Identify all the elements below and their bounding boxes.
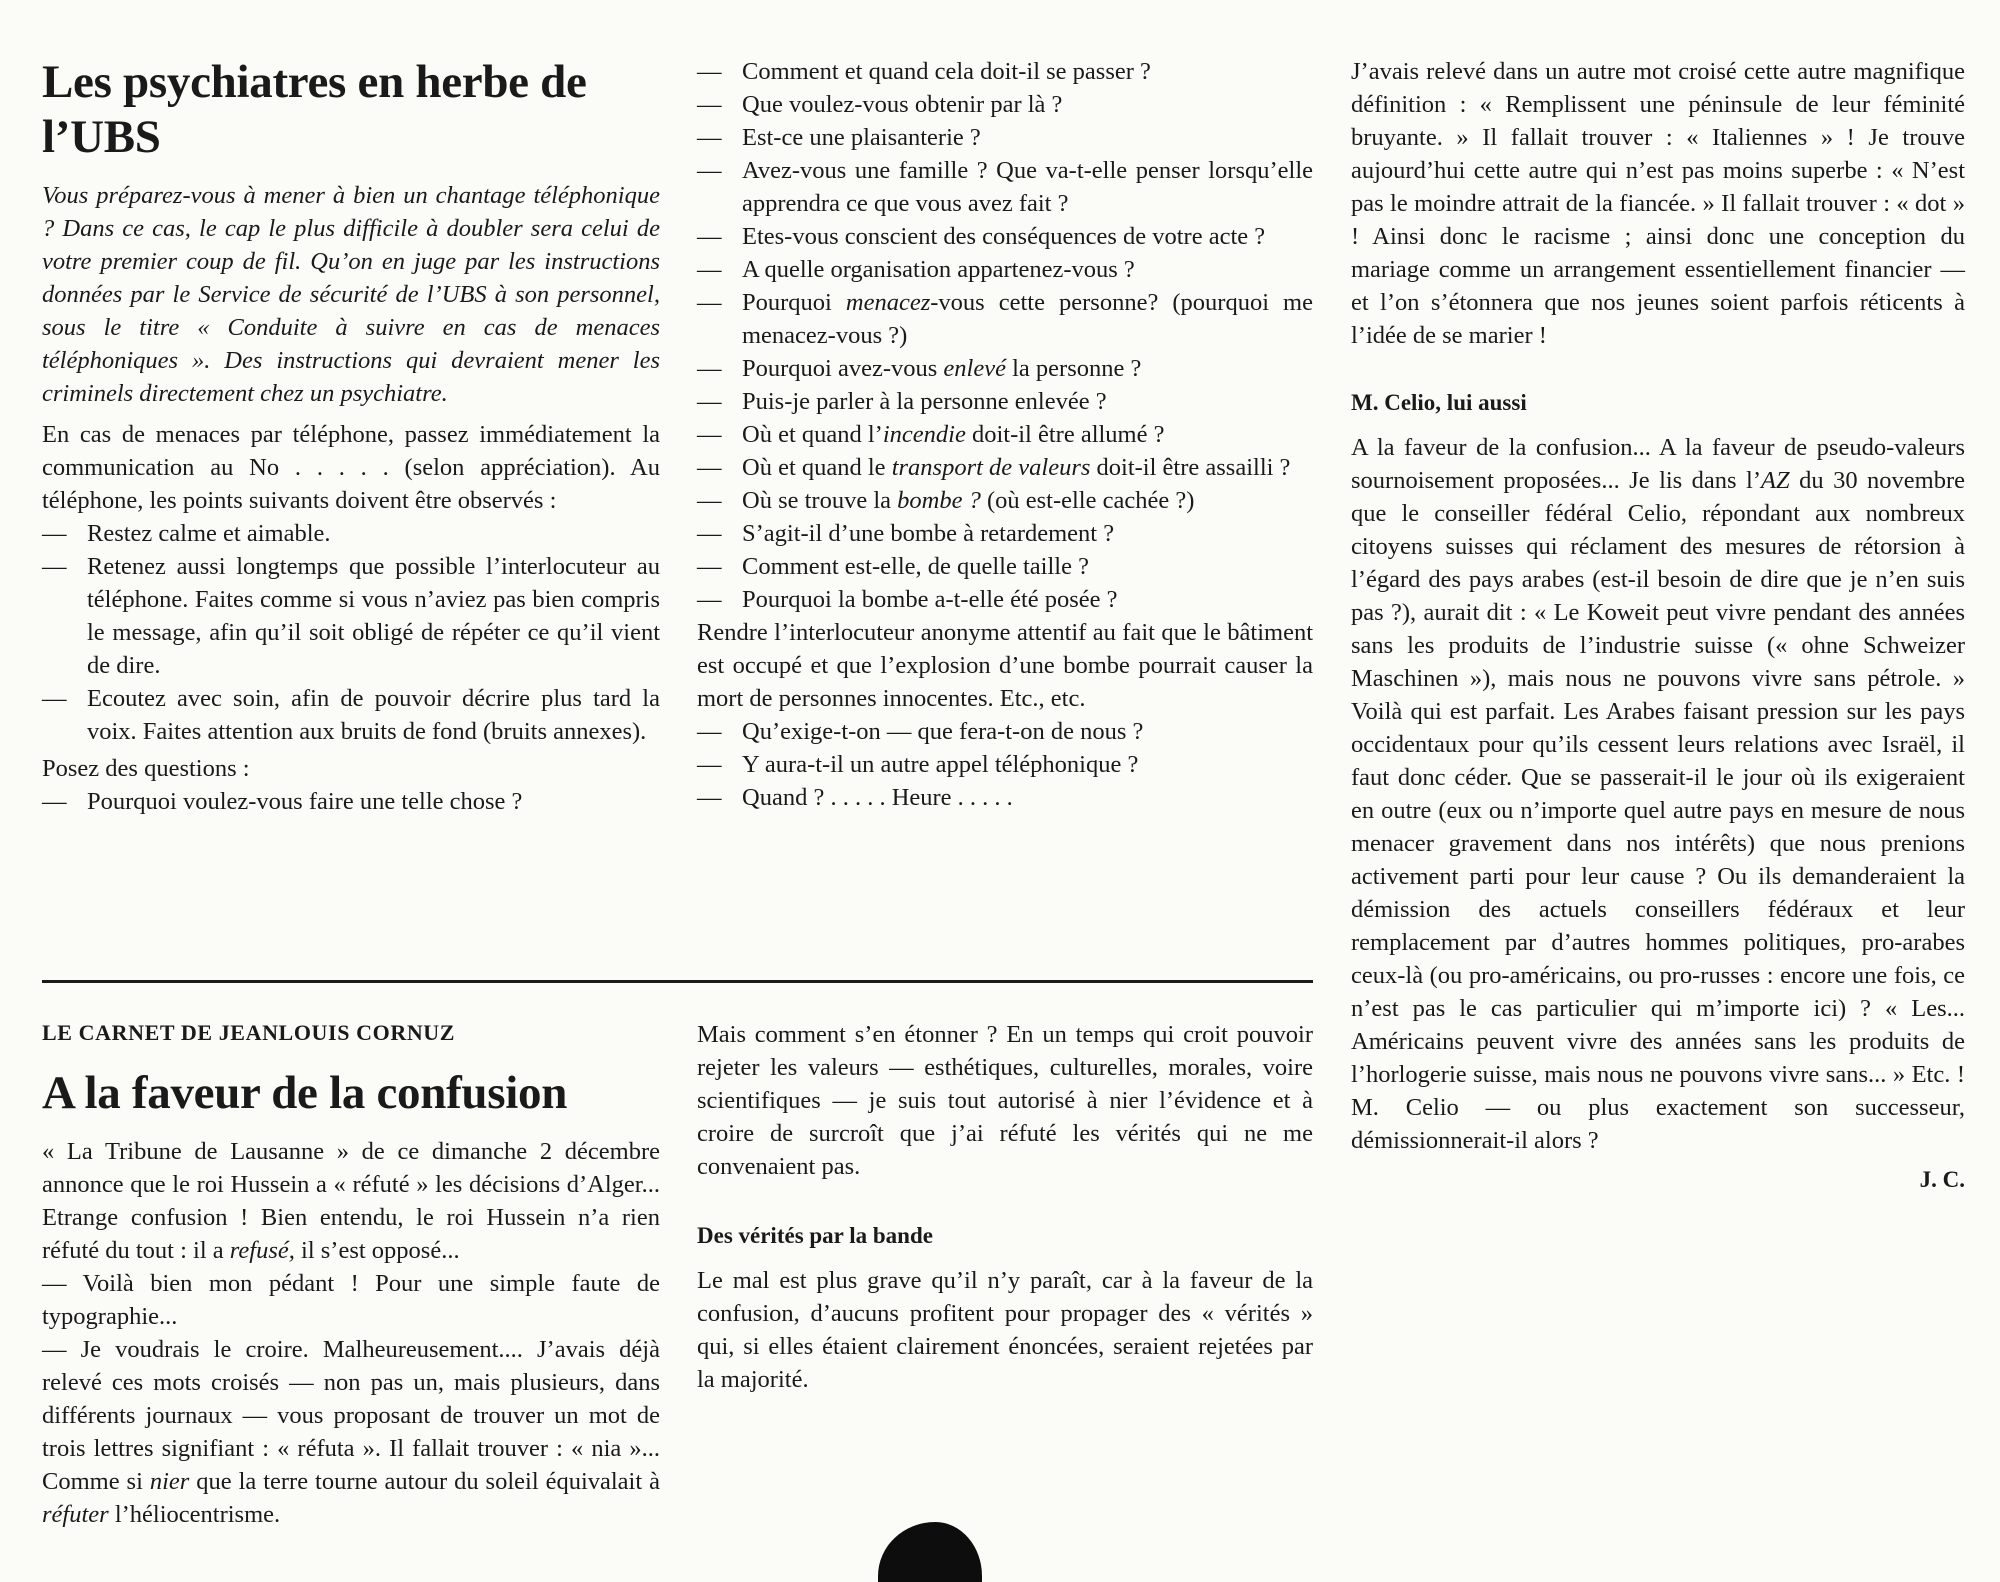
question-text: Etes-vous conscient des conséquences de votre acte ? [742,223,1266,250]
rule-item [42,550,660,682]
dash-mark: — [697,586,722,613]
paragraph-text: A la faveur de la confusion... A la faveur de pseudo-valeurs sournoisement proposées... Je lis dans l’ [1351,434,1965,494]
question-item [697,286,1313,352]
paragraph-text: — Je voudrais le croire. Malheureusement.... J’avais déjà relevé ces mots croisés — non pas un, mais plusieurs, dans différents journaux — vous proposant de trouver un mot de trois lettres signifiant : « réfuta ». Il fallait trouver : « nia »... Comme si [42,1336,660,1495]
question-emphasis: enlevé [943,355,1006,382]
question-emphasis: bombe ? [897,487,981,514]
question-text: (où est-elle cachée ?) [980,487,1195,514]
article2-paragraph: Le mal est plus grave qu’il n’y paraît, car à la faveur de la confusion, d’aucuns profitent pour propager des « vérités » qui, si elles étaient clairement énoncées, seraient rejetées par la majorité. [697,1267,1313,1393]
dash-mark: — [697,553,722,580]
question-text: Pourquoi avez-vous [742,355,944,382]
question-item [697,352,1313,385]
dash-mark: — [697,454,722,481]
dash-mark: — [697,223,722,250]
article2-left-column [42,1018,660,1531]
question-emphasis: transport de valeurs [891,454,1091,481]
article2-paragraph: J’avais relevé dans un autre mot croisé cette autre magnifique définition : « Remplissent une péninsule de leur féminité bruyante. » Il fallait trouver : « Italiennes » ! Je trouve aujourd’hui cette autre qui n’est pas moins superbe : « N’est pas le moindre attrait de la fiancée. » Il fallait trouver : « dot » ! Ainsi donc le racisme ; ainsi donc une conception du mariage comme un arrangement essentiellement financier — et l’on s’étonnera que nos jeunes soient parfois réticents à l’idée de se marier ! [1351,58,1965,349]
question-item [697,220,1313,253]
article1-middle-column [697,55,1313,814]
dash-mark: — [697,751,722,778]
paragraph-emphasis: réfuter [42,1501,109,1528]
paragraph-text: « La Tribune de Lausanne » de ce dimanche 2 décembre annonce que le roi Hussein a « réfuté » les décisions d’Alger... Etrange confusion ! Bien entendu, le roi Hussein n’a rien réfuté du tout : il a [42,1138,660,1264]
article2-middle-column [697,1018,1313,1396]
question-item [697,517,1313,550]
question-item [697,715,1313,748]
article1-left-column [42,55,660,818]
question-text: -vous cette personne? (pourquoi me menacez-vous ?) [742,289,1313,349]
question-text: Est-ce une plaisanterie ? [742,124,981,151]
question-item [42,785,660,818]
question-item [697,154,1313,220]
question-text: Pourquoi la bombe a-t-elle été posée ? [742,586,1118,613]
author-signature: J. C. [1919,1167,1965,1192]
question-text: Que voulez-vous obtenir par là ? [742,91,1063,118]
article1-outro: Rendre l’interlocuteur anonyme attentif au fait que le bâtiment est occupé et que l’explosion d’une bombe pourrait causer la mort de personnes innocentes. Etc., etc. [697,619,1313,712]
question-text: S’agit-il d’une bombe à retardement ? [742,520,1115,547]
question-item [697,451,1313,484]
article2-paragraph: Mais comment s’en étonner ? En un temps qui croit pouvoir rejeter les valeurs — esthétiques, culturelles, morales, voire scientifiques — je suis tout autorisé à nier l’évidence et à croire de surcroît que j’ai réfuté les vérités qui ne me convenaient pas. [697,1021,1313,1180]
question-text: Comment et quand cela doit-il se passer ? [742,58,1151,85]
questions-intro: Posez des questions : [42,755,250,782]
article1-title: Les psychiatres en herbe de l’UBS [42,56,587,163]
paragraph-text: que la terre tourne autour du soleil équivalait à [189,1468,660,1495]
dash-mark: — [697,91,722,118]
question-text: Quand ? . . . . . Heure . . . . . [742,784,1013,811]
question-item [697,748,1313,781]
question-item [697,418,1313,451]
question-text: Avez-vous une famille ? Que va-t-elle penser lorsqu’elle apprendra ce que vous avez fait ? [742,157,1313,217]
question-item [697,55,1313,88]
article2-paragraph [42,1333,660,1531]
question-emphasis: incendie [882,421,966,448]
question-text: Puis-je parler à la personne enlevée ? [742,388,1107,415]
article2-title: A la faveur de la confusion [42,1067,568,1119]
dash-mark: — [697,520,722,547]
question-text: Pourquoi voulez-vous faire une telle chose ? [87,788,523,815]
article2-paragraph [42,1135,660,1267]
question-item [697,88,1313,121]
question-item [697,550,1313,583]
question-emphasis: menacez [845,289,931,316]
question-text: la personne ? [1005,355,1142,382]
dash-mark: — [697,718,722,745]
paragraph-text: il s’est opposé... [294,1237,460,1264]
question-text: Y aura-t-il un autre appel téléphonique ? [742,751,1139,778]
paragraph-emphasis: nier [149,1468,190,1495]
dash-mark: — [697,157,722,184]
dash-mark: — [697,421,722,448]
article1-intro: En cas de menaces par téléphone, passez immédiatement la communication au No . . . . . (selon appréciation). Au téléphone, les points suivants doivent être observés : [42,421,660,514]
question-text: Où se trouve la [742,487,898,514]
question-text: Qu’exige-t-on — que fera-t-on de nous ? [742,718,1144,745]
question-text: A quelle organisation appartenez-vous ? [742,256,1135,283]
question-text: Comment est-elle, de quelle taille ? [742,553,1089,580]
paragraph-text: du 30 novembre que le conseiller fédéral Celio, répondant aux nombreux citoyens suisses qui réclament des mesures de rétorsion à l’égard des pays arabes (est-il besoin de dire que je n’en suis pas ?), aurait dit : « Le Koweit peut vivre pendant des années sans les produits de l’industrie suisse (« ohne Schweizer Maschinen »), mais nous ne pouvons vivre sans pétrole. » Voilà qui est parfait. Les Arabes faisant pression sur les pays occidentaux pour qu’ils cessent leurs relations avec Israël, il faut donc céder. Que se passerait-il le jour où ils exigeraient en outre (eux ou n’importe quel autre pays en mesure de nous menacer gravement dans nos intérêts) que nous prenions activement parti pour leur cause ? Ou ils demanderaient la démission des actuels conseillers fédéraux et leur remplacement par d’autres hommes politiques, pro-arabes ceux-là (ou pro-américains, ou pro-russes : encore une fois, ce n’est pas le cas particulier qui m’importe ici) ? « Les... Américains peuvent vivre des années sans les produits de l’horlogerie suisse, mais nous ne pouvons vivre sans... » Etc. ! M. Celio — ou plus exactement son successeur, démissionnerait-il alors ? [1351,467,1965,1154]
rule-text: Restez calme et aimable. [87,520,331,547]
article-divider-rule [42,980,1313,983]
question-item [697,484,1313,517]
dash-mark: — [42,520,67,547]
article2-paragraph: — Voilà bien mon pédant ! Pour une simple faute de typographie... [42,1270,660,1330]
question-item [697,121,1313,154]
subheading: Des vérités par la bande [697,1223,933,1248]
question-text: Où et quand l’ [742,421,883,448]
dash-mark: — [697,784,722,811]
question-text: Où et quand le [742,454,892,481]
dash-mark: — [697,355,722,382]
dash-mark: — [42,685,67,712]
question-item [697,583,1313,616]
dash-mark: — [697,124,722,151]
dash-mark: — [42,788,67,815]
rule-item [42,517,660,550]
paragraph-emphasis: refusé, [229,1237,295,1264]
question-text: Pourquoi [742,289,846,316]
question-item [697,781,1313,814]
question-text: doit-il être assailli ? [1090,454,1291,481]
paragraph-text: l’héliocentrisme. [108,1501,281,1528]
dash-mark: — [697,487,722,514]
question-item [697,385,1313,418]
dash-mark: — [697,388,722,415]
article2-paragraph [1351,431,1965,1157]
dash-mark: — [697,289,722,316]
question-item [697,253,1313,286]
column-kicker: LE CARNET DE JEANLOUIS CORNUZ [42,1020,456,1045]
article1-lead: Vous préparez-vous à mener à bien un chantage téléphonique ? Dans ce cas, le cap le plus difficile à doubler sera celui de votre premier coup de fil. Qu’on en juge par les instructions données par le Service de sécurité de l’UBS à son personnel, sous le titre « Conduite à suivre en cas de menaces téléphoniques ». Des instructions qui devraient mener les criminels directement chez un psychiatre. [42,182,660,407]
dash-mark: — [697,58,722,85]
dash-mark: — [42,553,67,580]
rule-item [42,682,660,748]
subheading: M. Celio, lui aussi [1351,390,1527,415]
rule-text: Retenez aussi longtemps que possible l’interlocuteur au téléphone. Faites comme si vous n’aviez pas bien compris le message, afin qu’il soit obligé de répéter ce qu’il vient de dire. [87,553,660,679]
paragraph-emphasis: AZ [1761,467,1790,494]
rule-text: Ecoutez avec soin, afin de pouvoir décrire plus tard la voix. Faites attention aux bruits de fond (bruits annexes). [87,685,660,745]
dash-mark: — [697,256,722,283]
article2-right-column [1351,55,1965,1196]
ink-blot [878,1522,982,1582]
question-text: doit-il être allumé ? [965,421,1165,448]
